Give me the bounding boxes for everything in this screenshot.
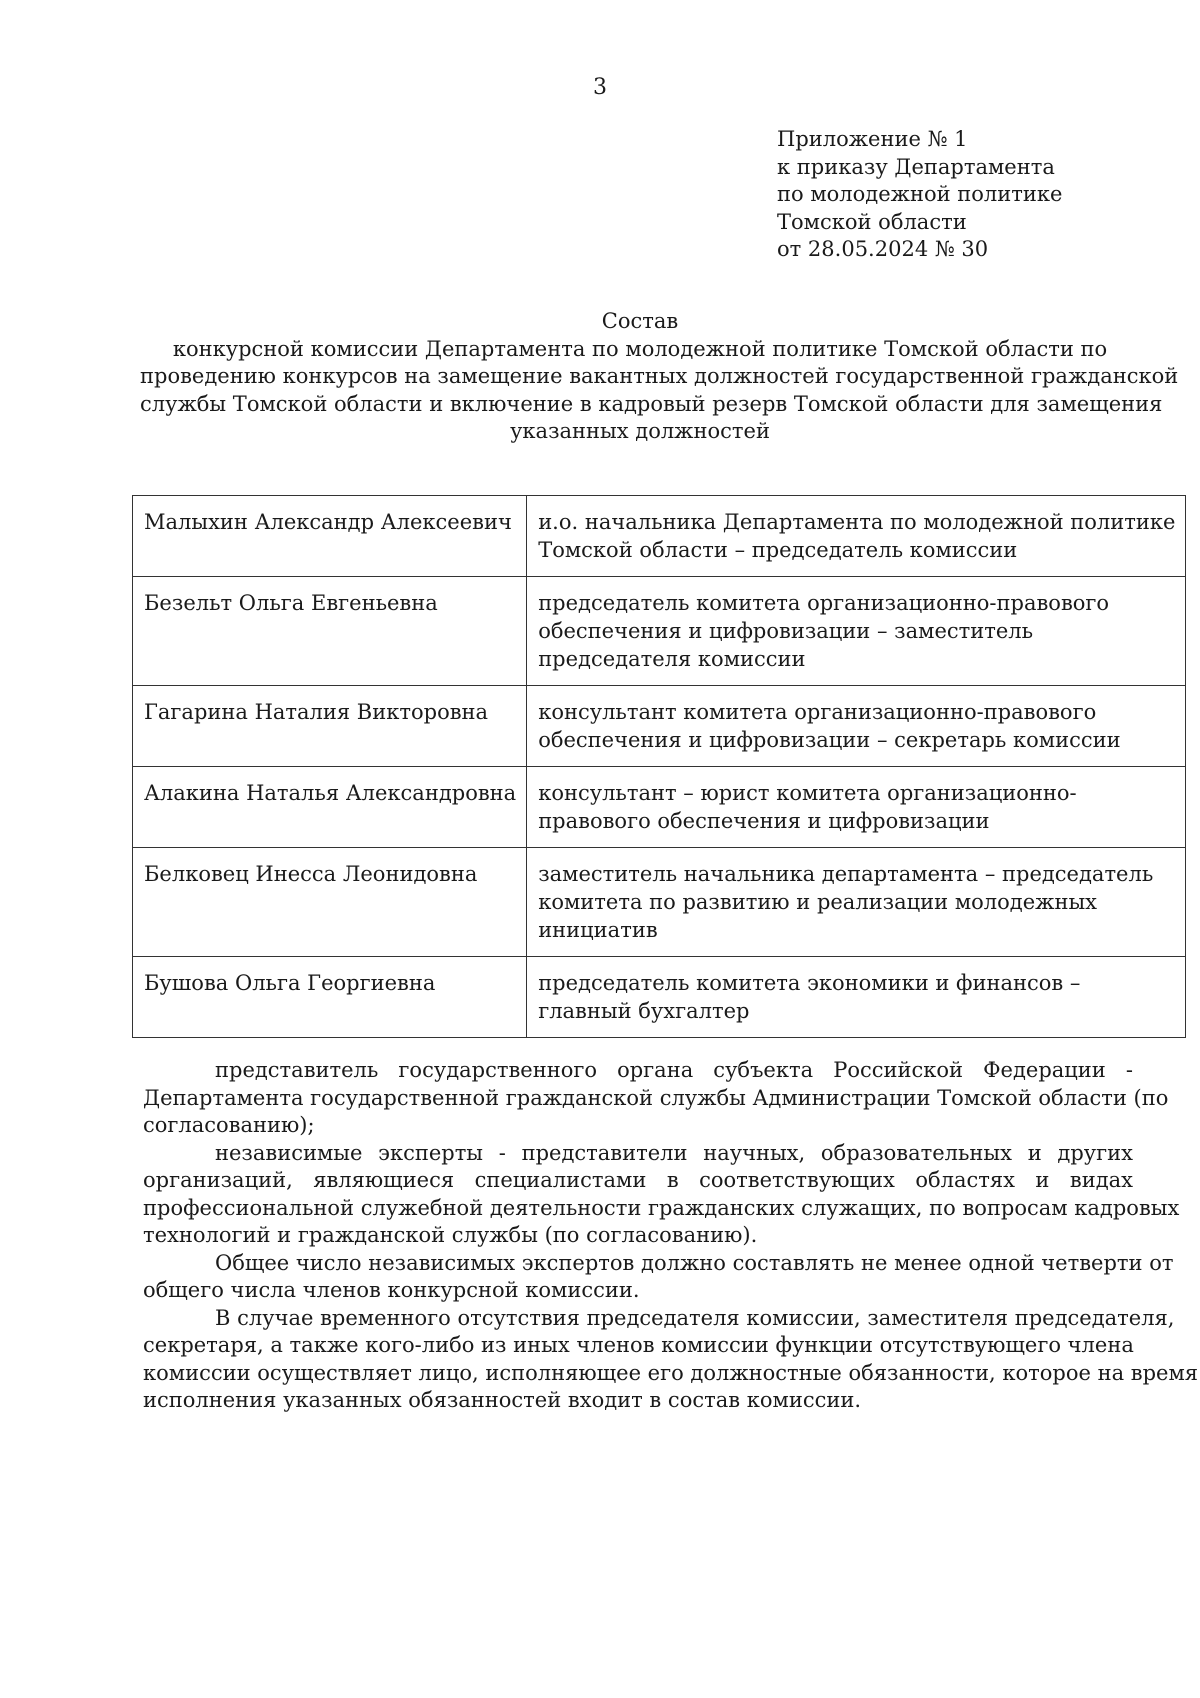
table-row [133, 848, 1186, 957]
title-line: службы Томской области и включение в кадровый резерв Томской области для замещения [140, 391, 1163, 416]
member-role [527, 848, 1186, 957]
member-role [527, 957, 1186, 1038]
paragraph-line: исполнения указанных обязанностей входит в состав комиссии. [143, 1388, 862, 1412]
paragraph-line: комиссии осуществляет лицо, исполняющее его должностные обязанности, которое на время [143, 1360, 1199, 1385]
title-line: конкурсной комиссии Департамента по молодежной политике Томской области по [172, 336, 1108, 361]
paragraph [143, 1305, 1199, 1415]
role-line: заместитель начальника департамента – председатель [538, 862, 1154, 886]
appendix-line: по молодежной политике [777, 182, 1063, 206]
member-role [527, 496, 1186, 577]
member-name: Безельт Ольга Евгеньевна [133, 577, 527, 686]
appendix-line: к приказу Департамента [777, 154, 1055, 179]
paragraph [143, 1057, 1169, 1140]
title-line: указанных должностей [510, 419, 770, 443]
role-line: инициатив [538, 918, 658, 942]
paragraph-line: согласованию); [143, 1113, 315, 1137]
body-text [143, 1057, 1199, 1415]
appendix-line: от 28.05.2024 № 30 [777, 237, 989, 261]
paragraph-line: независимые эксперты - представители научных, образовательных и других [215, 1140, 1133, 1165]
role-line: Томской области – председатель комиссии [538, 538, 1018, 562]
role-line: консультант комитета организационно-правового [538, 700, 1097, 724]
paragraph-line: секретаря, а также кого-либо из иных членов комиссии функции отсутствующего члена [143, 1333, 1134, 1357]
paragraph [143, 1250, 1174, 1305]
member-name: Белковец Инесса Леонидовна [133, 848, 527, 957]
paragraph-line: организаций, являющиеся специалистами в соответствующих областях и видах [143, 1168, 1133, 1192]
paragraph [143, 1140, 1180, 1250]
appendix-line: Томской области [777, 209, 967, 234]
paragraph-line: Департамента государственной гражданской службы Администрации Томской области (по [143, 1085, 1169, 1110]
appendix-line: Приложение № 1 [777, 127, 968, 151]
document-title [140, 308, 1179, 446]
role-line: комитета по развитию и реализации молодежных [538, 890, 1098, 914]
member-role [527, 577, 1186, 686]
member-name: Алакина Наталья Александровна [133, 767, 527, 848]
role-line: и.о. начальника Департамента по молодежной политике [538, 510, 1176, 534]
role-line: председатель комитета организационно-правового [538, 591, 1110, 615]
member-role [527, 767, 1186, 848]
page-number: 3 [593, 75, 607, 100]
role-line: главный бухгалтер [538, 999, 750, 1023]
role-line: правового обеспечения и цифровизации [538, 809, 990, 833]
role-line: консультант – юрист комитета организационно- [538, 781, 1077, 805]
table-row [133, 686, 1186, 767]
table-row [133, 767, 1186, 848]
members-table [132, 495, 1186, 1038]
paragraph-line: представитель государственного органа субъекта Российской Федерации - [215, 1058, 1133, 1082]
table-row [133, 577, 1186, 686]
paragraph-line: В случае временного отсутствия председателя комиссии, заместителя председателя, [215, 1305, 1175, 1330]
member-role [527, 686, 1186, 767]
paragraph-line: технологий и гражданской службы (по согласованию). [143, 1223, 758, 1247]
member-name: Гагарина Наталия Викторовна [133, 686, 527, 767]
table-row [133, 496, 1186, 577]
title-line: проведению конкурсов на замещение вакантных должностей государственной гражданской [140, 364, 1179, 388]
table-row [133, 957, 1186, 1038]
role-line: председатель комитета экономики и финансов – [538, 971, 1081, 995]
paragraph-line: общего числа членов конкурсной комиссии. [143, 1278, 640, 1302]
appendix-header [777, 126, 1177, 264]
role-line: председателя комиссии [538, 647, 806, 671]
paragraph-line: Общее число независимых экспертов должно составлять не менее одной четверти от [215, 1250, 1174, 1275]
title-line: Состав [601, 309, 679, 333]
member-name: Малыхин Александр Алексеевич [133, 496, 527, 577]
paragraph-line: профессиональной служебной деятельности гражданских служащих, по вопросам кадровых [143, 1195, 1180, 1220]
role-line: обеспечения и цифровизации – заместитель [538, 619, 1034, 643]
role-line: обеспечения и цифровизации – секретарь комиссии [538, 728, 1121, 752]
member-name: Бушова Ольга Георгиевна [133, 957, 527, 1038]
